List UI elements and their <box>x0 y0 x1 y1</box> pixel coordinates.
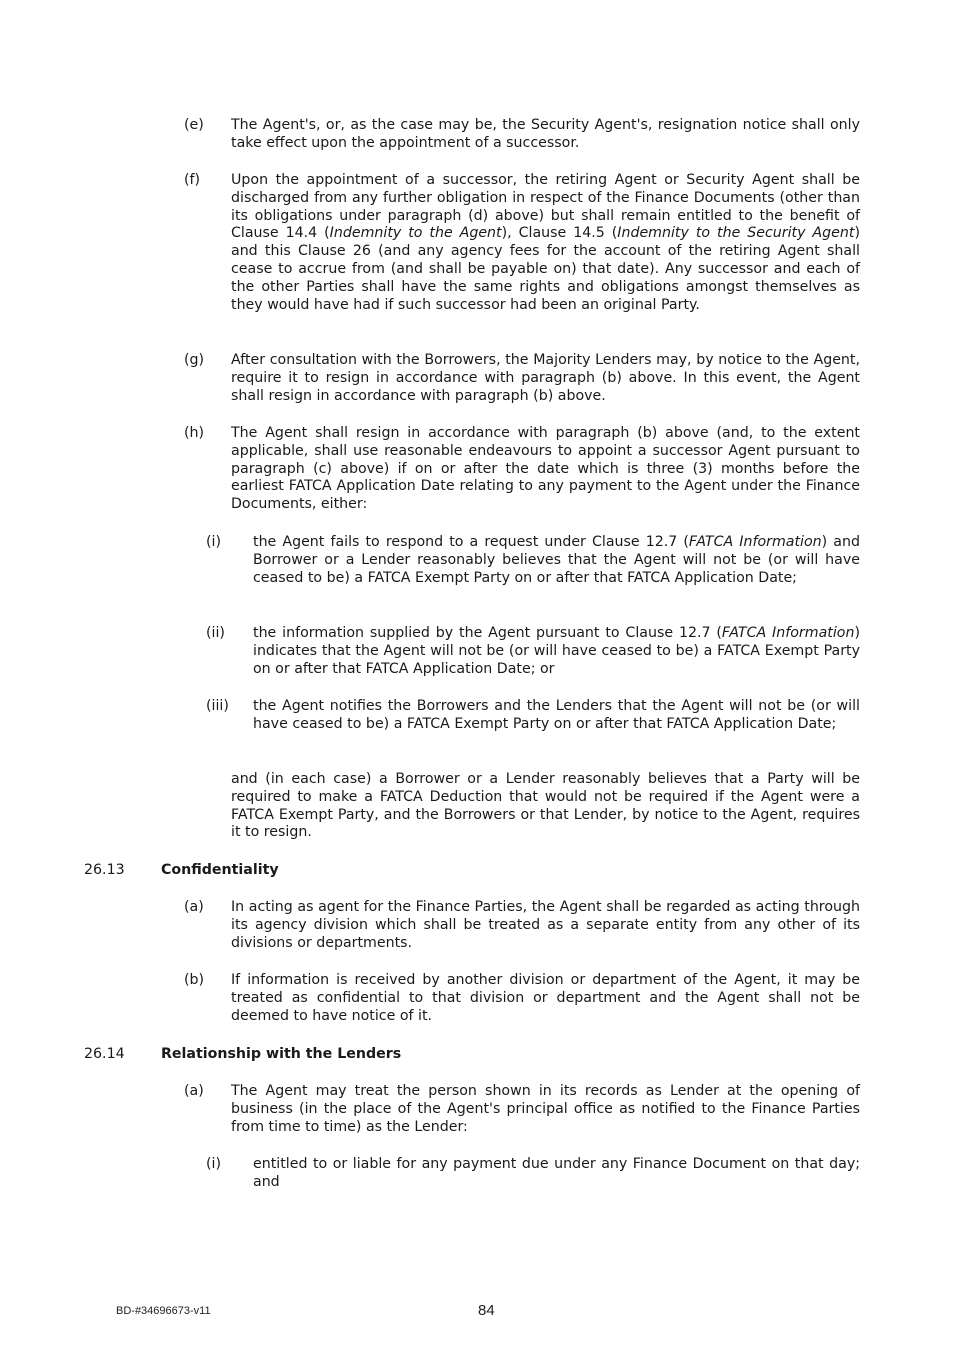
paragraph-g <box>184 352 860 405</box>
paragraph-marker: (b) <box>184 972 205 988</box>
paragraph-h <box>184 425 860 514</box>
paragraph-26-13-b <box>184 972 860 1025</box>
clause-number: 26.13 <box>84 862 125 878</box>
paragraph-e <box>184 117 860 153</box>
subparagraph-h-i <box>206 534 860 587</box>
subparagraph-h-ii <box>206 625 860 678</box>
paragraph-text: The Agent's, or, as the case may be, the Security Agent's, resignation notice shall only take effect upon the appointment of a successor. <box>231 117 860 151</box>
clause-title: Relationship with the Lenders <box>161 1046 402 1062</box>
paragraph-f <box>184 172 860 314</box>
subparagraph-marker: (ii) <box>206 625 225 641</box>
paragraph-text: After consultation with the Borrowers, the Majority Lenders may, by notice to the Agent, require it to resign in accordance with paragraph (b) above. In this event, the Agent shall resign in accordance with paragraph (b) above. <box>231 352 860 404</box>
paragraph-26-13-a <box>184 899 860 952</box>
subparagraph-text: the Agent fails to respond to a request under Clause 12.7 (FATCA Information) and Borrower or a Lender reasonably believes that the Agent will not be (or will have ceased to be) a FATCA Exempt Party on or after that FATCA Application Date; <box>253 534 860 586</box>
paragraph-text: The Agent shall resign in accordance with paragraph (b) above (and, to the extent applicable, shall use reasonable endeavours to appoint a successor Agent pursuant to paragraph (c) above) if on or after the date which is three (3) months before the earliest FATCA Application Date relating to any payment to the Agent under the Finance Documents, either: <box>231 425 860 513</box>
subparagraph-text: entitled to or liable for any payment due under any Finance Document on that day; and <box>253 1156 860 1190</box>
clause-number: 26.14 <box>84 1046 125 1062</box>
paragraph-text: Upon the appointment of a successor, the retiring Agent or Security Agent shall be discharged from any further obligation in respect of the Finance Documents (other than its obligations under paragraph (d) above) but shall remain entitled to the benefit of Clause 14.4 (Indemnity to the Agent), Clause 14.5 (Indemnity to the Security Agent) and this Clause 26 (and any agency fees for the account of the retiring Agent shall cease to accrue from (and shall be payable on) that date). Any successor and each of the other Parties shall have the same rights and obligations amongst themselves as they would have had if such successor had been an original Party. <box>231 172 860 313</box>
paragraph-marker: (a) <box>184 1083 204 1099</box>
paragraph-marker: (a) <box>184 899 204 915</box>
paragraph-text: The Agent may treat the person shown in its records as Lender at the opening of business (in the place of the Agent's principal office as notified to the Finance Parties from time to time) as the Lender: <box>231 1083 860 1135</box>
paragraph-marker: (f) <box>184 172 201 188</box>
paragraph-h-continuation: and (in each case) a Borrower or a Lender reasonably believes that a Party will be required to make a FATCA Deduction that would not be required if the Agent were a FATCA Exempt Party, and the Borrowers or that Lender, by notice to the Agent, requires it to resign. <box>231 771 860 841</box>
subparagraph-text: the information supplied by the Agent pursuant to Clause 12.7 (FATCA Information) indicates that the Agent will not be (or will have ceased to be) a FATCA Exempt Party on or after that FATCA Application Date; or <box>253 625 860 677</box>
paragraph-marker: (e) <box>184 117 204 133</box>
subparagraph-marker: (iii) <box>206 698 229 714</box>
document-reference: BD-#34696673-v11 <box>116 1305 211 1317</box>
paragraph-text: In acting as agent for the Finance Parties, the Agent shall be regarded as acting through its agency division which shall be treated as a separate entity from any other of its divisions or departments. <box>231 899 860 951</box>
paragraph-26-14-a <box>184 1083 860 1136</box>
page-number: 84 <box>478 1302 495 1319</box>
clause-title: Confidentiality <box>161 862 279 878</box>
subparagraph-text: the Agent notifies the Borrowers and the Lenders that the Agent will not be (or will have ceased to be) a FATCA Exempt Party on or after that FATCA Application Date; <box>253 698 860 732</box>
paragraph-marker: (h) <box>184 425 205 441</box>
subparagraph-h-iii <box>206 698 860 734</box>
paragraph-text: If information is received by another division or department of the Agent, it may be treated as confidential to that division or department and the Agent shall not be deemed to have notice of it. <box>231 972 860 1024</box>
subparagraph-marker: (i) <box>206 534 222 550</box>
paragraph-marker: (g) <box>184 352 205 368</box>
subparagraph-marker: (i) <box>206 1156 222 1172</box>
subparagraph-26-14-a-i <box>206 1156 860 1192</box>
